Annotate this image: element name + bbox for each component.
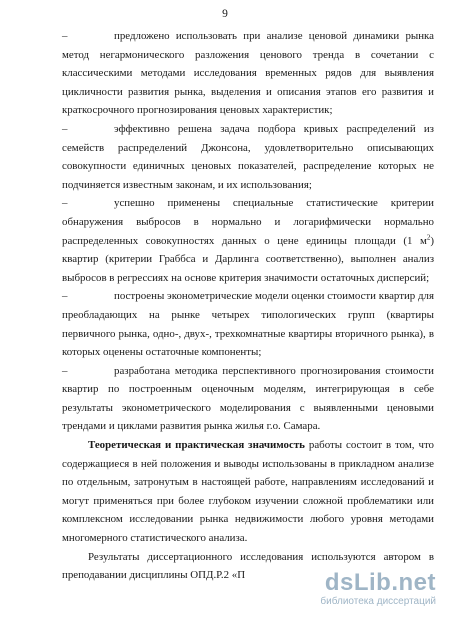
watermark-subtitle: библиотека диссертаций <box>320 596 436 607</box>
list-item <box>62 362 434 436</box>
list-item-text: предложено использовать при анализе ценовой динамики рынка метод негармонического разложения ценового тренда в сочетании с классическими методами исследования временных рядов для выявления цикличности развития рынка, выделения и описания этапов его развития и краткосрочного прогнозирования ценовых характеристик; <box>62 30 434 117</box>
list-item <box>62 287 434 361</box>
watermark <box>312 569 440 609</box>
significance-paragraph <box>62 436 434 548</box>
significance-text: работы состоит в том, что содержащиеся в ней положения и выводы использованы в прикладном анализе по отдельным, затронутым в настоящей работе, направлениям исследований и могут применяться при более глубоком изучении сложной проблематики или комплексном исследовании рынка недвижимости любого уровня методами многомерного статистического анализа. <box>62 439 435 545</box>
list-item-text: успешно применены специальные статистические критерии обнаружения выбросов в нормально и логарифмически нормально распределенных совокупностях данных о цене единицы площади (1 м <box>62 197 434 247</box>
list-dash: – <box>62 122 68 135</box>
watermark-logo: dsLib.net <box>324 569 436 596</box>
page-number: 9 <box>222 8 228 20</box>
list-item <box>62 194 434 287</box>
list-dash: – <box>62 197 68 210</box>
list-dash: – <box>62 364 68 377</box>
list-item-text: ) квартир (критерии Граббса и Дарлинга соответственно), выполнен анализ выбросов в регрессиях на основе критерия значимости остаточных дисперсий; <box>62 234 434 284</box>
list-item <box>62 120 434 194</box>
list-item <box>62 27 434 120</box>
significance-heading: Теоретическая и практическая значимость <box>88 439 305 452</box>
list-item-text: эффективно решена задача подбора кривых распределений из семейств распределений Джонсона, удовлетворительно описывающих совокупности единичных ценовых показателей, распределение которых не подчиняется известным законам, и их использования; <box>62 122 434 191</box>
list-item-text: построены эконометрические модели оценки стоимости квартир для преобладающих на рынке четырех типологических групп (квартиры первичного рынка, одно-, двух-, трехкомнатные квартиры вторичного рынка), в которых оценены остаточные компоненты; <box>62 290 434 359</box>
document-body <box>62 27 434 585</box>
results-text: Результаты диссертационного исследования используются автором в преподавании дисциплины ОПД.Р.2 «П <box>62 550 434 582</box>
list-dash: – <box>62 30 68 42</box>
list-dash: – <box>62 290 68 303</box>
list-item-text: разработана методика перспективного прогнозирования стоимости квартир по построенным оценочным моделям, интегрирующая в себе результаты эконометрического моделирования с выявленными ценовыми трендами и циклами развития рынка жилья г.о. Самара. <box>62 364 434 433</box>
superscript: 2 <box>426 232 431 241</box>
